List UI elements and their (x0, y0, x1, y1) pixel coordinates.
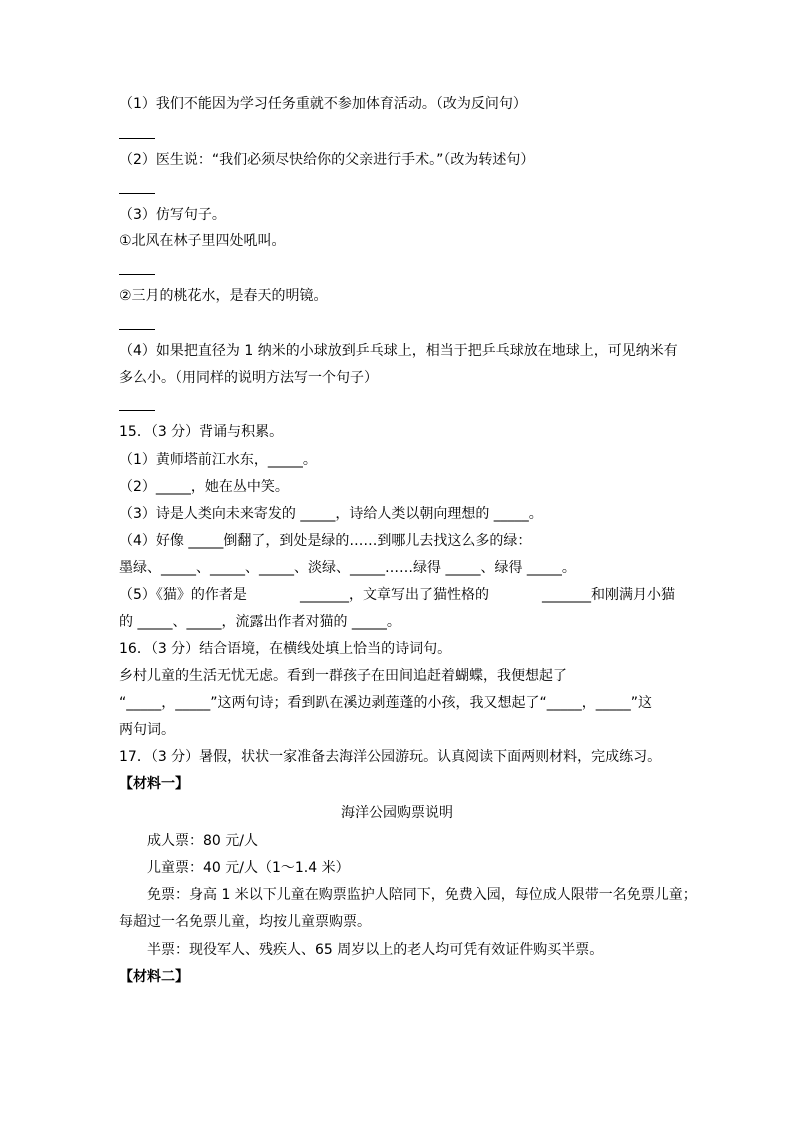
half-ticket: 半票：现役军人、残疾人、65 周岁以上的老人均可凭有效证件购买半票。 (147, 942, 604, 958)
q15-item5-line1 (119, 586, 675, 604)
q14-part3-sentence-b: ②三月的桃花水，是春天的明镜。 (119, 288, 328, 304)
q14-part3-sentence-a: ①北风在林子里四处吼叫。 (119, 233, 286, 249)
q15-item1: （1）黄师塔前江水东，_____。 (119, 452, 317, 468)
q15-item5-part: （5）《猫》的作者是 (119, 587, 247, 603)
q17-title: 17．（3 分）暑假，状状一家准备去海洋公园游玩。认真阅读下面两则材料，完成练习。 (119, 749, 662, 765)
q14-part1: （1）我们不能因为学习任务重就不参加体育活动。（改为反问句） (119, 96, 527, 112)
material-one-title: 海洋公园购票说明 (341, 805, 453, 821)
q15-item4-line1: （4）好像 _____倒翻了，到处是绿的……到哪儿去找这么多的绿： (119, 533, 532, 549)
child-ticket: 儿童票：40 元/人（1～1.4 米） (147, 860, 350, 876)
q15-item5-part: _______，文章写出了猫性格的 (299, 587, 489, 603)
q15-item4-line2: 墨绿、_____、_____、_____、淡绿、_____……绿得 _____、绿得 _____。 (119, 560, 576, 576)
adult-ticket: 成人票：80 元/人 (147, 833, 258, 849)
q16-line3: 两句词。 (119, 722, 175, 738)
q15-title: 15．（3 分）背诵与积累。 (119, 424, 284, 440)
q15-item5-line2: 的 _____、_____，流露出作者对猫的 _____。 (119, 614, 401, 630)
q14-part3: （3）仿写句子。 (119, 207, 226, 223)
answer-line (119, 193, 155, 194)
free-ticket-line1: 免票：身高 1 米以下儿童在购票监护人陪同下，免费入园，每位成人限带一名免票儿童； (147, 887, 697, 903)
answer-line (119, 410, 155, 411)
q14-part2: （2）医生说：“我们必须尽快给你的父亲进行手术。”（改为转述句） (119, 152, 535, 168)
material-two-label: 【材料二】 (119, 969, 189, 985)
q16-title: 16．（3 分）结合语境，在横线处填上恰当的诗词句。 (119, 641, 452, 657)
material-one-label: 【材料一】 (119, 776, 189, 792)
answer-line (119, 329, 155, 330)
free-ticket-line2: 每超过一名免票儿童，均按儿童票购票。 (119, 914, 371, 930)
q16-line1-text: 乡村儿童的生活无忧无虑。看到一群孩子在田间追赶着蝴蝶，我便想起了 (119, 668, 567, 684)
q16-line2: “_____，_____”这两句诗；看到趴在溪边剥莲蓬的小孩，我又想起了“_____，_____”这 (119, 695, 653, 711)
answer-line (119, 274, 155, 275)
answer-line (119, 138, 155, 139)
q14-part4-line2: 多么小。（用同样的说明方法写一个句子） (119, 370, 378, 386)
q14-part4-line1: （4）如果把直径为 1 纳米的小球放到乒乓球上，相当于把乒乓球放在地球上，可见纳米有 (119, 343, 678, 359)
q15-item2: （2）_____，她在丛中笑。 (119, 479, 289, 495)
q15-item5-part: _______和刚满月小猫 (541, 587, 675, 603)
q16-line1 (119, 667, 675, 685)
q15-item3: （3）诗是人类向未来寄发的 _____，诗给人类以朝向理想的 _____。 (119, 506, 543, 522)
